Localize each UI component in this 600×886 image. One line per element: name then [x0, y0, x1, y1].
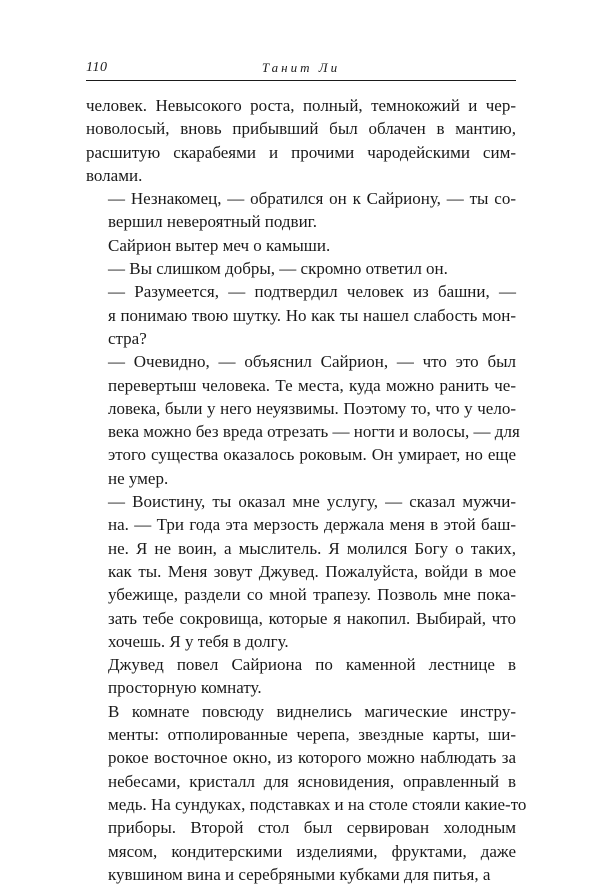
- text-line: кувшином вина и серебряными кубками для питья, а: [108, 864, 491, 884]
- header-rule: [86, 80, 516, 81]
- paragraph: [86, 257, 516, 280]
- text-line: этого существа оказалось роковым. Он умирает, но еще: [108, 445, 516, 465]
- text-line: ловека, были у него неуязвимы. Поэтому то, что у чело-: [108, 398, 516, 418]
- text-line: как ты. Меня зовут Джувед. Пожалуйста, войди в мое: [108, 561, 516, 581]
- running-title: Танит Ли: [261, 60, 341, 75]
- text-line: новолосый, вновь прибывший был облачен в мантию,: [86, 119, 516, 139]
- text-line: менты: отполированные черепа, звездные карты, ши-: [108, 725, 516, 745]
- text-line: хочешь. Я у тебя в долгу.: [108, 631, 289, 651]
- text-line: просторную комнату.: [108, 678, 262, 698]
- text-line: вершил невероятный подвиг.: [108, 212, 317, 232]
- text-line: мясом, кондитерскими изделиями, фруктами, даже: [108, 841, 516, 861]
- text-line: — Очевидно, — объяснил Сайрион, — что это был: [108, 352, 516, 372]
- page-number: 110: [86, 60, 108, 75]
- text-line: — Незнакомец, — обратился он к Сайриону, — ты со-: [108, 189, 516, 209]
- paragraph: [86, 187, 516, 234]
- text-line: на. — Три года эта мерзость держала меня в этой баш-: [108, 515, 516, 535]
- text-line: расшитую скарабеями и прочими чародейскими сим-: [86, 142, 516, 162]
- text-line: убежище, раздели со мной трапезу. Позволь мне пока-: [108, 585, 516, 605]
- text-line: Джувед повел Сайриона по каменной лестнице в: [108, 655, 516, 675]
- paragraph: [86, 280, 516, 350]
- text-line: — Воистину, ты оказал мне услугу, — сказал мужчи-: [108, 492, 516, 512]
- text-line: стра?: [108, 328, 147, 348]
- text-line: волами.: [86, 165, 143, 185]
- running-head: [86, 60, 516, 80]
- text-line: В комнате повсюду виднелись магические инстру-: [108, 701, 516, 721]
- text-line: не умер.: [108, 468, 169, 488]
- paragraph: [86, 700, 527, 886]
- paragraph: [86, 653, 516, 700]
- paragraph: [86, 490, 516, 653]
- text-line: приборы. Второй стол был сервирован холодным: [108, 818, 516, 838]
- paragraph: [86, 94, 516, 187]
- paragraph: [86, 350, 520, 490]
- paragraph: [86, 234, 516, 257]
- text-line: человек. Невысокого роста, полный, темнокожий и чер-: [86, 96, 516, 115]
- text-line: Сайрион вытер меч о камыши.: [108, 235, 331, 255]
- text-line: перевертыш человека. Те места, куда можно ранить че-: [108, 375, 516, 395]
- text-line: рокое восточное окно, из которого можно наблюдать за: [108, 748, 516, 768]
- text-line: зать тебе сокровища, которые я накопил. Выбирай, что: [108, 608, 516, 628]
- body-text: [86, 94, 527, 886]
- text-line: медь. На сундуках, подставках и на столе стояли какие-то: [108, 794, 527, 814]
- text-line: я понимаю твою шутку. Но как ты нашел слабость мон-: [108, 305, 516, 325]
- text-line: не. Я не воин, а мыслитель. Я молился Богу о таких,: [108, 538, 516, 558]
- text-line: века можно без вреда отрезать — ногти и волосы, — для: [108, 422, 520, 442]
- text-line: — Вы слишком добры, — скромно ответил он.: [108, 259, 448, 279]
- text-line: небесами, кристалл для ясновидения, оправленный в: [108, 771, 516, 791]
- text-line: — Разумеется, — подтвердил человек из башни, —: [108, 282, 516, 302]
